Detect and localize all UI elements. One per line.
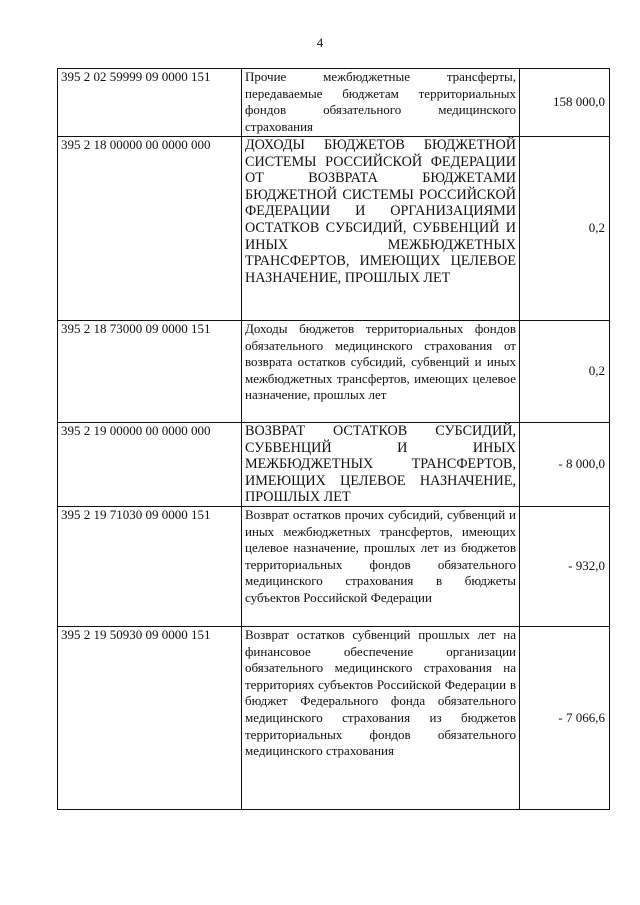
table-row: [58, 69, 610, 137]
table-row: [58, 627, 610, 810]
amount-cell: - 7 066,6: [520, 627, 610, 810]
amount-cell: 158 000,0: [520, 69, 610, 137]
budget-code-cell: 395 2 02 59999 09 0000 151: [58, 69, 242, 137]
table-row: [58, 321, 610, 423]
table-row: [58, 137, 610, 321]
budget-code-cell: 395 2 18 00000 00 0000 000: [58, 137, 242, 321]
budget-code-cell: 395 2 19 71030 09 0000 151: [58, 507, 242, 627]
budget-code-cell: 395 2 18 73000 09 0000 151: [58, 321, 242, 423]
page-number: 4: [316, 35, 324, 50]
budget-code-cell: 395 2 19 50930 09 0000 151: [58, 627, 242, 810]
revenue-name-cell: ДОХОДЫ БЮДЖЕТОВ БЮДЖЕТНОЙ СИСТЕМЫ РОССИЙСКОЙ ФЕДЕРАЦИИ ОТ ВОЗВРАТА БЮДЖЕТАМИ БЮДЖЕТНОЙ СИСТЕМЫ РОССИЙСКОЙ ФЕДЕРАЦИИ И ОРГАНИЗАЦИЯМИ ОСТАТКОВ СУБСИДИЙ, СУБВЕНЦИЙ И ИНЫХ МЕЖБЮДЖЕТНЫХ ТРАНСФЕРТОВ, ИМЕЮЩИХ ЦЕЛЕВОЕ НАЗНАЧЕНИЕ, ПРОШЛЫХ ЛЕТ: [242, 137, 520, 321]
revenue-name-cell: Доходы бюджетов территориальных фондов обязательного медицинского страхования от возврата остатков субсидий, субвенций и иных межбюджетных трансфертов, имеющих целевое назначение, прошлых лет: [242, 321, 520, 423]
revenue-name-cell: Возврат остатков прочих субсидий, субвенций и иных межбюджетных трансфертов, имеющих целевое назначение, прошлых лет из бюджетов территориальных фондов обязательного медицинского страхования в бюджеты субъектов Российской Федерации: [242, 507, 520, 627]
amount-cell: - 8 000,0: [520, 423, 610, 507]
budget-revenue-table: [57, 68, 610, 810]
amount-cell: - 932,0: [520, 507, 610, 627]
amount-cell: 0,2: [520, 137, 610, 321]
revenue-name-cell: ВОЗВРАТ ОСТАТКОВ СУБСИДИЙ, СУБВЕНЦИЙ И ИНЫХ МЕЖБЮДЖЕТНЫХ ТРАНСФЕРТОВ, ИМЕЮЩИХ ЦЕЛЕВОЕ НАЗНАЧЕНИЕ, ПРОШЛЫХ ЛЕТ: [242, 423, 520, 507]
revenue-name-cell: Возврат остатков субвенций прошлых лет на финансовое обеспечение организации обязательного медицинского страхования на территориях субъектов Российской Федерации в бюджет Федерального фонда обязательного медицинского страхования из бюджетов территориальных фондов обязательного медицинского страхования: [242, 627, 520, 810]
amount-cell: 0,2: [520, 321, 610, 423]
revenue-name-cell: Прочие межбюджетные трансферты, передаваемые бюджетам территориальных фондов обязательного медицинского страхования: [242, 69, 520, 137]
table-row: [58, 423, 610, 507]
table-row: [58, 507, 610, 627]
budget-code-cell: 395 2 19 00000 00 0000 000: [58, 423, 242, 507]
